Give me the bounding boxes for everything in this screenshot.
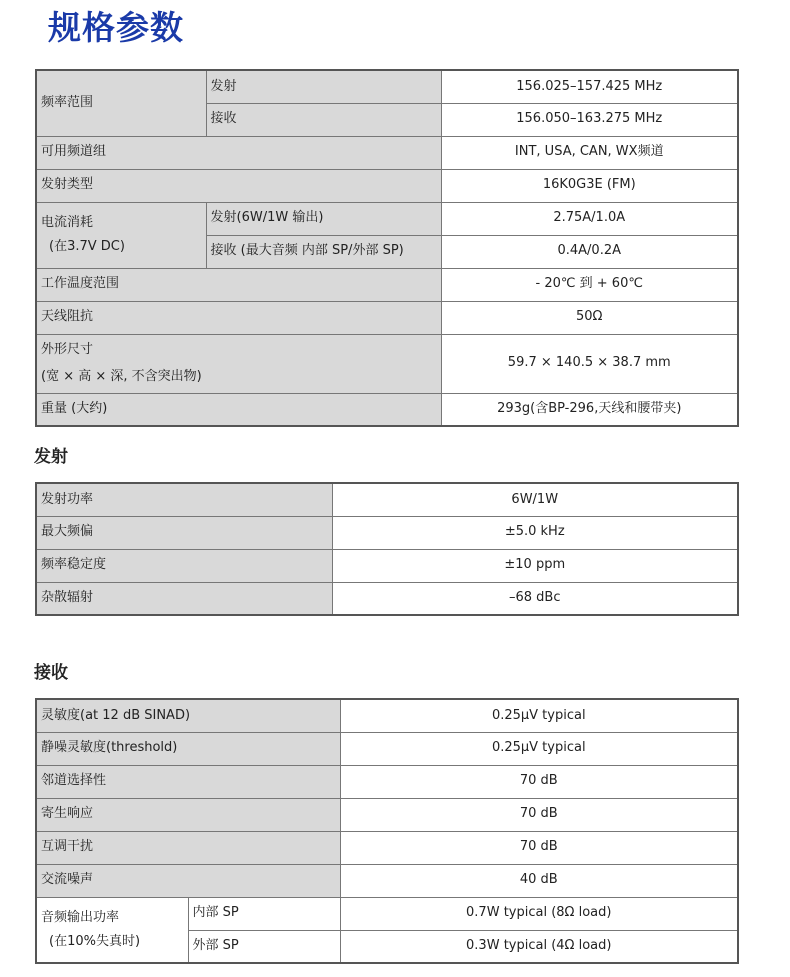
- receive-heading: 接收: [34, 663, 68, 683]
- transmit-heading: 发射: [34, 447, 68, 467]
- table-row: [36, 699, 738, 732]
- transmit-row-value: –68 dBc: [332, 582, 738, 615]
- transmit-row-label: 最大频偏: [36, 516, 332, 549]
- transmit-row-label: 频率稳定度: [36, 549, 332, 582]
- page-title: 规格参数: [48, 8, 184, 47]
- table-row: [36, 136, 738, 169]
- receive-row-value: 70 dB: [340, 831, 738, 864]
- table-row: [36, 516, 738, 549]
- general-spec-table: [35, 69, 739, 427]
- receive-row-label: 灵敏度(at 12 dB SINAD): [36, 699, 340, 732]
- dimensions-label-cell: [36, 334, 441, 393]
- freq-range-tx-label: 发射: [206, 70, 441, 103]
- receive-row-label: 交流噪声: [36, 864, 340, 897]
- table-row: [36, 483, 738, 516]
- audio-output-condition: (在10%失真时): [49, 933, 141, 949]
- current-rx-value: 0.4A/0.2A: [441, 235, 738, 268]
- emission-label: 发射类型: [36, 169, 441, 202]
- emission-value: 16K0G3E (FM): [441, 169, 738, 202]
- freq-range-tx-value: 156.025–157.425 MHz: [441, 70, 738, 103]
- weight-value: 293g(含BP-296,天线和腰带夹): [441, 393, 738, 426]
- freq-range-rx-label: 接收: [206, 103, 441, 136]
- table-row: [36, 393, 738, 426]
- audio-ext-value: 0.3W typical (4Ω load): [340, 930, 738, 963]
- impedance-label: 天线阻抗: [36, 301, 441, 334]
- audio-output-label-cell: [36, 897, 188, 963]
- dimensions-value: 59.7 × 140.5 × 38.7 mm: [441, 334, 738, 393]
- transmit-spec-table: [35, 482, 739, 616]
- receive-row-label: 寄生响应: [36, 798, 340, 831]
- current-label: 电流消耗: [41, 214, 94, 230]
- channels-value: INT, USA, CAN, WX频道: [441, 136, 738, 169]
- table-row: [36, 70, 738, 103]
- freq-range-rx-value: 156.050–163.275 MHz: [441, 103, 738, 136]
- transmit-row-value: ±5.0 kHz: [332, 516, 738, 549]
- table-row: [36, 732, 738, 765]
- table-row: [36, 169, 738, 202]
- table-row: [36, 334, 738, 393]
- table-row: [36, 897, 738, 930]
- receive-row-value: 0.25μV typical: [340, 732, 738, 765]
- freq-range-label: 频率范围: [36, 70, 206, 136]
- receive-row-label: 静噪灵敏度(threshold): [36, 732, 340, 765]
- channels-label: 可用频道组: [36, 136, 441, 169]
- table-row: [36, 202, 738, 235]
- audio-int-value: 0.7W typical (8Ω load): [340, 897, 738, 930]
- weight-label: 重量 (大约): [36, 393, 441, 426]
- receive-row-label: 邻道选择性: [36, 765, 340, 798]
- receive-row-value: 70 dB: [340, 765, 738, 798]
- dimensions-label-note: (宽 × 高 × 深, 不含突出物): [41, 368, 202, 384]
- transmit-row-value: ±10 ppm: [332, 549, 738, 582]
- current-tx-value: 2.75A/1.0A: [441, 202, 738, 235]
- table-row: [36, 549, 738, 582]
- audio-output-label: 音频输出功率: [41, 909, 120, 925]
- current-rx-label: 接收 (最大音频 内部 SP/外部 SP): [206, 235, 441, 268]
- table-row: [36, 301, 738, 334]
- transmit-row-value: 6W/1W: [332, 483, 738, 516]
- audio-ext-label: 外部 SP: [188, 930, 340, 963]
- receive-spec-table: [35, 698, 739, 964]
- audio-int-label: 内部 SP: [188, 897, 340, 930]
- table-row: [36, 582, 738, 615]
- current-label-condition: (在3.7V DC): [49, 239, 125, 254]
- table-row: [36, 831, 738, 864]
- transmit-row-label: 发射功率: [36, 483, 332, 516]
- table-row: [36, 268, 738, 301]
- transmit-row-label: 杂散辐射: [36, 582, 332, 615]
- current-label-cell: [36, 202, 206, 268]
- temp-label: 工作温度范围: [36, 268, 441, 301]
- table-row: [36, 798, 738, 831]
- impedance-value: 50Ω: [441, 301, 738, 334]
- current-tx-label: 发射(6W/1W 输出): [206, 202, 441, 235]
- table-row: [36, 765, 738, 798]
- receive-row-value: 0.25μV typical: [340, 699, 738, 732]
- receive-row-label: 互调干扰: [36, 831, 340, 864]
- table-row: [36, 864, 738, 897]
- temp-value: - 20℃ 到 + 60℃: [441, 268, 738, 301]
- receive-row-value: 40 dB: [340, 864, 738, 897]
- receive-row-value: 70 dB: [340, 798, 738, 831]
- dimensions-label: 外形尺寸: [41, 342, 94, 358]
